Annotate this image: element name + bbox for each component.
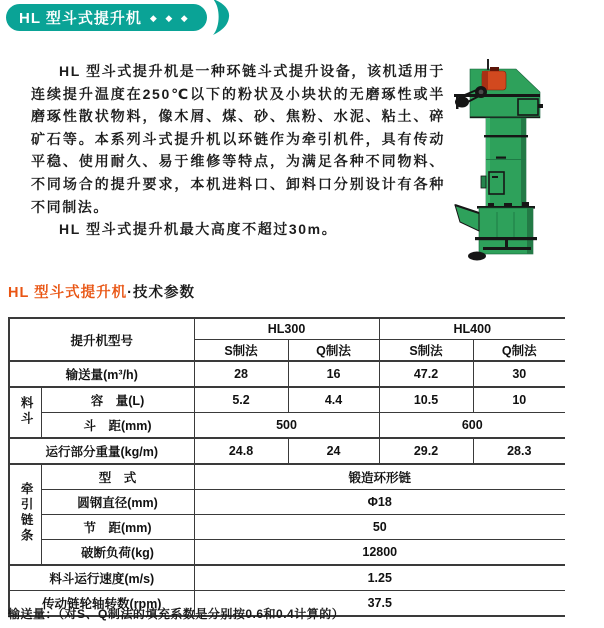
footnote: 输送量：（对S、Q制法的填充系数是分别按0.6和0.4计算的）	[8, 607, 345, 621]
section-title-rest: ·技术参数	[127, 285, 195, 301]
table-row	[9, 387, 565, 413]
model-hl400-cell: HL400	[379, 318, 565, 340]
method-cell: S制法	[194, 340, 288, 362]
model-hl300-cell: HL300	[194, 318, 379, 340]
value-cell: 锻造环形链	[194, 464, 565, 490]
row-label: 斗 距(mm)	[41, 413, 194, 439]
row-label: 节 距(mm)	[41, 515, 194, 540]
table-row	[9, 540, 565, 566]
intro-text	[31, 60, 445, 241]
value-cell: 10	[473, 387, 565, 413]
row-label: 圆钢直径(mm)	[41, 490, 194, 515]
value-cell: 37.5	[194, 591, 565, 617]
value-cell: 4.4	[288, 387, 379, 413]
value-cell: 30	[473, 361, 565, 387]
row-label: 料斗运行速度(m/s)	[9, 565, 194, 591]
banner-pill	[6, 4, 207, 31]
table-row	[9, 413, 565, 439]
value-cell: 1.25	[194, 565, 565, 591]
row-label: 型 式	[41, 464, 194, 490]
section-title	[8, 281, 195, 302]
value-cell: 10.5	[379, 387, 473, 413]
value-cell: 28.3	[473, 438, 565, 464]
value-cell: 29.2	[379, 438, 473, 464]
group-label-bucket: 料斗	[9, 387, 41, 438]
method-cell: S制法	[379, 340, 473, 362]
value-cell: Φ18	[194, 490, 565, 515]
table-row	[9, 438, 565, 464]
row-label: 容 量(L)	[41, 387, 194, 413]
table-row	[9, 361, 565, 387]
diamonds-icon: ◆ ◆ ◆	[149, 13, 191, 23]
section-title-highlight: HL 型斗式提升机	[8, 285, 128, 301]
banner-swoosh-icon	[210, 0, 232, 35]
banner-title: HL 型斗式提升机	[19, 10, 142, 27]
table-row	[9, 464, 565, 490]
table-row	[9, 565, 565, 591]
value-cell: 50	[194, 515, 565, 540]
row-label: 传动链轮轴转数(rpm)	[9, 591, 194, 617]
bucket-elevator-photo	[448, 56, 574, 266]
method-cell: Q制法	[288, 340, 379, 362]
value-cell: 600	[379, 413, 565, 439]
method-cell: Q制法	[473, 340, 565, 362]
value-cell: 5.2	[194, 387, 288, 413]
row-label: 运行部分重量(kg/m)	[9, 438, 194, 464]
intro-paragraph-1: HL 型斗式提升机是一种环链斗式提升设备，该机适用于连续提升温度在250℃以下的粉状及小块状的无磨琢性或半磨琢性散状物料，像木屑、煤、砂、焦粉、水泥、粘土、碎矿石等。本系列斗式提升机以环链作为牵引机件，具有传动平稳、使用耐久、易于维修等特点，为满足各种不同物料、不同场合的提升要求，本机进料口、卸料口分别设计有各种不同制法。	[31, 63, 445, 215]
value-cell: 500	[194, 413, 379, 439]
page-banner	[6, 4, 232, 31]
table-row	[9, 318, 565, 340]
row-label: 输送量(m³/h)	[9, 361, 194, 387]
value-cell: 24.8	[194, 438, 288, 464]
value-cell: 28	[194, 361, 288, 387]
group-label-chain: 牵引链条	[9, 464, 41, 565]
model-label-cell: 提升机型号	[9, 318, 194, 361]
row-label: 破断负荷(kg)	[41, 540, 194, 566]
value-cell: 24	[288, 438, 379, 464]
value-cell: 12800	[194, 540, 565, 566]
value-cell: 16	[288, 361, 379, 387]
value-cell: 47.2	[379, 361, 473, 387]
table-row	[9, 490, 565, 515]
intro-paragraph-2: HL 型斗式提升机最大高度不超过30m。	[59, 221, 338, 238]
table-row	[9, 515, 565, 540]
spec-table	[8, 317, 565, 617]
